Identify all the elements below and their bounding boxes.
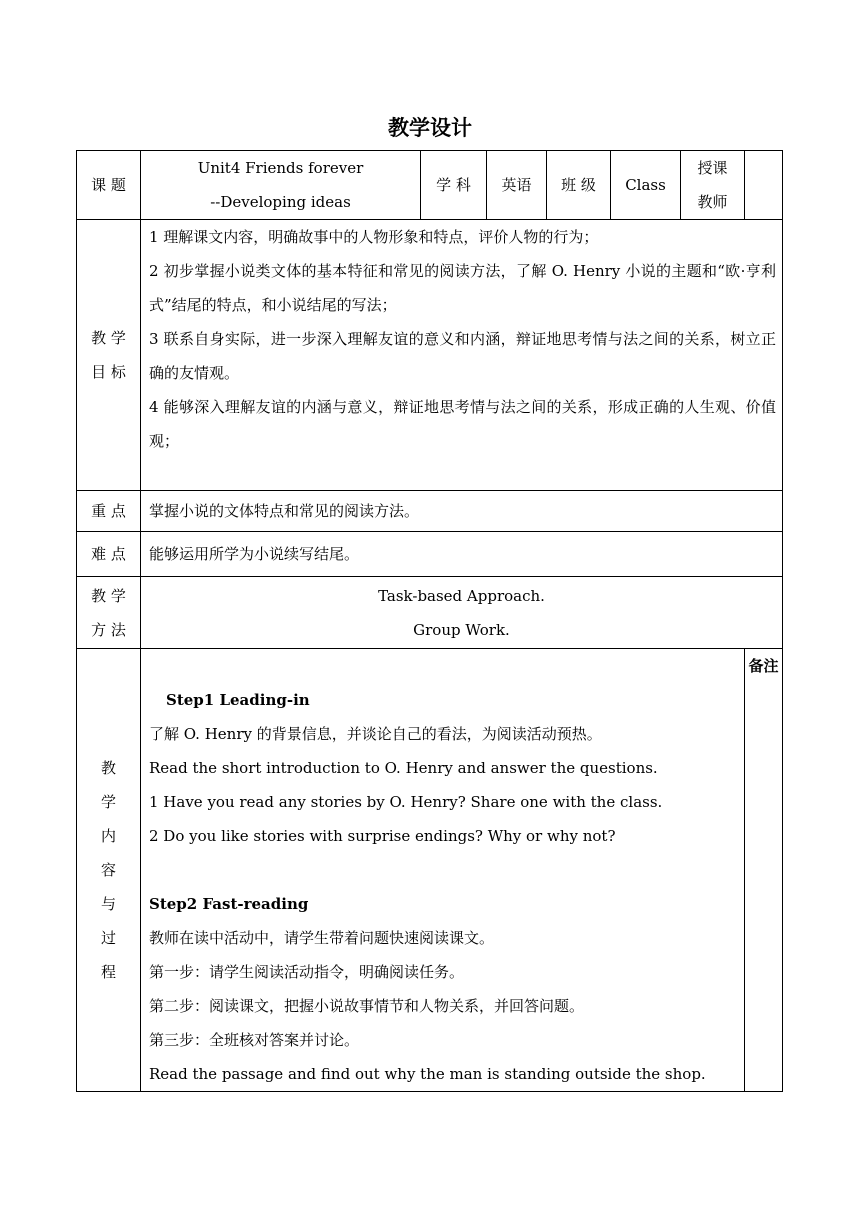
process-row xyxy=(77,649,783,1092)
method-cell xyxy=(141,577,783,649)
step2-line: 第一步：请学生阅读活动指令，明确阅读任务。 xyxy=(149,963,465,981)
teacher-label-line-2: 教师 xyxy=(697,193,728,211)
topic-label: 课 题 xyxy=(77,151,141,220)
step2-line: 教师在读中活动中，请学生带着问题快速阅读课文。 xyxy=(149,929,495,947)
method-label-line-2: 方 法 xyxy=(91,620,126,639)
objectives-label-line-1: 教 学 xyxy=(91,329,126,347)
method-row xyxy=(77,577,783,649)
step2-line: 第三步：全班核对答案并讨论。 xyxy=(149,1031,360,1049)
topic-line-2: --Developing ideas xyxy=(210,193,351,211)
teacher-label-line-1: 授课 xyxy=(697,159,728,177)
lesson-plan-table xyxy=(76,150,783,1092)
step1-line: 1 Have you read any stories by O. Henry? Share one with the class. xyxy=(149,793,663,811)
process-label-char: 内 xyxy=(100,827,116,845)
process-label-char: 过 xyxy=(100,929,116,947)
key-point-row xyxy=(77,491,783,532)
step1-title: Step1 Leading-in xyxy=(166,691,310,709)
step1-line: Read the short introduction to O. Henry and answer the questions. xyxy=(149,759,658,777)
process-label-char: 学 xyxy=(100,793,116,811)
class-label: 班 级 xyxy=(547,151,611,220)
method-line-2: Group Work. xyxy=(413,620,510,639)
topic-line-1: Unit4 Friends forever xyxy=(197,159,364,177)
method-label-line-1: 教 学 xyxy=(91,586,126,605)
objective-item: 2 初步掌握小说类文体的基本特征和常见的阅读方法，了解 O. Henry 小说的主题和“欧·亨利式”结尾的特点，和小说结尾的写法； xyxy=(149,262,776,314)
process-label-char: 程 xyxy=(100,963,116,981)
objectives-cell xyxy=(141,220,783,491)
objective-item: 3 联系自身实际，进一步深入理解友谊的意义和内涵，辩证地思考情与法之间的关系，树立正确的友情观。 xyxy=(149,330,776,382)
header-row xyxy=(77,151,783,220)
process-content xyxy=(141,649,745,1092)
spacer xyxy=(149,853,744,887)
subject-value: 英语 xyxy=(487,151,547,220)
key-point-label: 重 点 xyxy=(77,491,141,532)
process-label-char: 教 xyxy=(100,759,116,777)
difficulty-row xyxy=(77,532,783,577)
step1-line: 了解 O. Henry 的背景信息，并谈论自己的看法，为阅读活动预热。 xyxy=(149,725,602,743)
objectives-label-line-2: 目 标 xyxy=(91,363,126,381)
process-label-char: 容 xyxy=(100,861,116,879)
topic-cell xyxy=(141,151,421,220)
remark-cell: 备注 xyxy=(745,649,783,1092)
method-label xyxy=(77,577,141,649)
objective-item: 1 理解课文内容，明确故事中的人物形象和特点，评价人物的行为； xyxy=(149,228,599,246)
class-value: Class xyxy=(611,151,681,220)
objective-item: 4 能够深入理解友谊的内涵与意义，辩证地思考情与法之间的关系，形成正确的人生观、价值观； xyxy=(149,398,776,450)
method-line-1: Task-based Approach. xyxy=(378,586,545,605)
teacher-label xyxy=(681,151,745,220)
step2-title: Step2 Fast-reading xyxy=(149,895,309,913)
objectives-row xyxy=(77,220,783,491)
subject-label: 学 科 xyxy=(421,151,487,220)
difficulty-text: 能够运用所学为小说续写结尾。 xyxy=(141,532,783,577)
page-title: 教学设计 xyxy=(388,116,472,140)
process-label xyxy=(77,649,141,1092)
teacher-value xyxy=(745,151,783,220)
objectives-label xyxy=(77,220,141,491)
step1-line: 2 Do you like stories with surprise endings? Why or why not? xyxy=(149,827,616,845)
spacer xyxy=(149,649,744,683)
step2-line: 第二步：阅读课文，把握小说故事情节和人物关系，并回答问题。 xyxy=(149,997,585,1015)
difficulty-label: 难 点 xyxy=(77,532,141,577)
process-label-char: 与 xyxy=(100,895,116,913)
step2-line: Read the passage and find out why the man is standing outside the shop. xyxy=(149,1065,706,1083)
key-point-text: 掌握小说的文体特点和常见的阅读方法。 xyxy=(141,491,783,532)
